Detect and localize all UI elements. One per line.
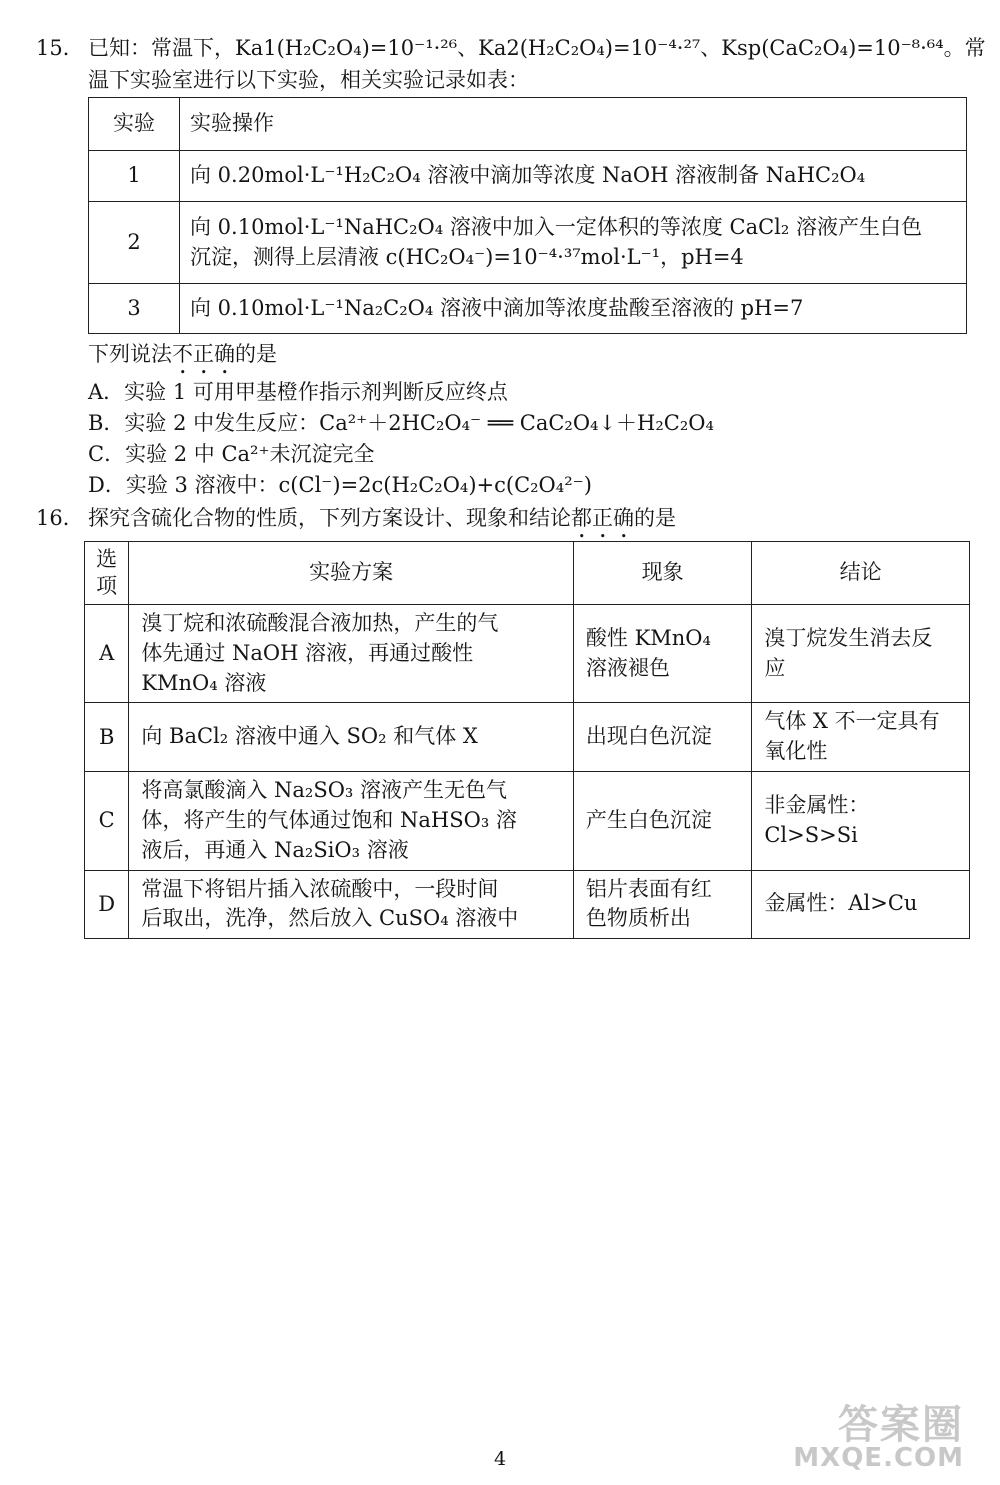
q15-row-id: 3 bbox=[89, 284, 180, 334]
q16-phen-line: 酸性 KMnO₄ bbox=[585, 625, 711, 650]
q15-prompt bbox=[88, 340, 277, 379]
q15-row-operation bbox=[180, 284, 967, 334]
q16-row-conclusion bbox=[752, 772, 970, 870]
q16-row-plan bbox=[129, 703, 574, 772]
q16-row-option: D bbox=[85, 870, 129, 939]
q15-row-operation-line: 沉淀，测得上层清液 c(HC₂O₄⁻)=10⁻⁴·³⁷mol·L⁻¹，pH=4 bbox=[190, 244, 744, 269]
q16-concl-line: 非金属性：Cl>S>Si bbox=[764, 792, 870, 847]
q15-header-experiment: 实验 bbox=[89, 98, 180, 151]
q16-header-phenomenon: 现象 bbox=[573, 542, 751, 605]
q16-header-option bbox=[85, 542, 129, 605]
q16-header-conclusion: 结论 bbox=[752, 542, 970, 605]
q16-row-phenomenon bbox=[573, 772, 751, 870]
q16-row-option: A bbox=[85, 605, 129, 703]
q16-phen-line: 铝片表面有红 bbox=[585, 876, 712, 901]
q15-row-operation bbox=[180, 202, 967, 284]
page-number: 4 bbox=[493, 1448, 507, 1470]
q16-concl-line: 气体 X 不一定具有 bbox=[764, 709, 940, 734]
q16-row-phenomenon bbox=[573, 703, 751, 772]
q15-number: 15． bbox=[36, 36, 84, 60]
q15-row-operation-line: 向 0.10mol·L⁻¹Na₂C₂O₄ 溶液中滴加等浓度盐酸至溶液的 pH=7 bbox=[190, 295, 804, 320]
q16-row-option: C bbox=[85, 772, 129, 870]
q15-line1 bbox=[36, 34, 986, 64]
q16-row-conclusion bbox=[752, 605, 970, 703]
watermark-en: MXQE.COM bbox=[793, 1443, 964, 1474]
q16-phen-line: 溶液褪色 bbox=[585, 655, 670, 680]
q15-table-header bbox=[89, 98, 967, 151]
q16-plan-line: KMnO₄ 溶液 bbox=[141, 670, 267, 695]
table-row bbox=[89, 151, 967, 202]
q16-row-phenomenon bbox=[573, 605, 751, 703]
q16-concl-line: 金属性：Al>Cu bbox=[764, 891, 918, 916]
q16-concl-line: 应 bbox=[764, 655, 786, 680]
q15-option-d: D．实验 3 溶液中：c(Cl⁻)=2c(H₂C₂O₄)+c(C₂O₄²⁻) bbox=[88, 473, 592, 497]
q15-prompt-post: 的是 bbox=[235, 342, 277, 366]
q15-option-b: B．实验 2 中发生反应：Ca²⁺＋2HC₂O₄⁻ ══ CaC₂O₄↓＋H₂C₂O₄ bbox=[88, 411, 714, 435]
q16-row-plan bbox=[129, 772, 574, 870]
q15-row-operation-line: 向 0.10mol·L⁻¹NaHC₂O₄ 溶液中加入一定体积的等浓度 CaCl₂ 溶液产生白色 bbox=[190, 214, 922, 239]
q16-concl-line: 溴丁烷发生消去反 bbox=[764, 625, 933, 650]
q16-phen-line: 产生白色沉淀 bbox=[585, 807, 712, 832]
q16-number: 16． bbox=[36, 506, 84, 530]
q16-row-plan bbox=[129, 605, 574, 703]
table-row bbox=[89, 202, 967, 284]
q15-line2: 温下实验室进行以下实验，相关实验记录如表： bbox=[88, 68, 529, 92]
q15-prompt-pre: 下列说法 bbox=[88, 342, 172, 366]
table-row bbox=[85, 772, 970, 870]
table-row bbox=[85, 605, 970, 703]
q16-plan-line: 将高氯酸滴入 Na₂SO₃ 溶液产生无色气 bbox=[141, 778, 508, 803]
q16-table bbox=[84, 541, 970, 939]
q16-phen-line: 色物质析出 bbox=[585, 906, 691, 931]
q16-plan-line: 后取出，洗净，然后放入 CuSO₄ 溶液中 bbox=[141, 906, 519, 931]
q16-plan-line: 体，将产生的气体通过饱和 NaHSO₃ 溶 bbox=[141, 807, 517, 832]
q16-row-phenomenon bbox=[573, 870, 751, 939]
q16-row-conclusion bbox=[752, 703, 970, 772]
q15-table bbox=[88, 97, 967, 334]
q16-plan-line: 液后，再通入 Na₂SiO₃ 溶液 bbox=[141, 837, 409, 862]
q16-text-pre: 探究含硫化合物的性质，下列方案设计、现象和结论 bbox=[88, 506, 571, 530]
q16-row-option: B bbox=[85, 703, 129, 772]
q16-text-post: 的是 bbox=[634, 506, 676, 530]
q15-option-c: C．实验 2 中 Ca²⁺未沉淀完全 bbox=[88, 442, 375, 466]
q15-option-a: A．实验 1 可用甲基橙作指示剂判断反应终点 bbox=[88, 380, 508, 404]
q16-concl-line: 氧化性 bbox=[764, 739, 828, 764]
q15-given: 已知：常温下，Ka1(H₂C₂O₄)=10⁻¹·²⁶、Ka2(H₂C₂O₄)=10⁻⁴·²⁷、Ksp(CaC₂O₄)=10⁻⁸·⁶⁴。常 bbox=[88, 36, 986, 60]
q16-header-option-line: 项 bbox=[96, 574, 118, 598]
q16-text-emphasis: 都正确 bbox=[571, 506, 634, 530]
q16-header-plan: 实验方案 bbox=[129, 542, 574, 605]
q16-plan-line: 向 BaCl₂ 溶液中通入 SO₂ 和气体 X bbox=[141, 724, 478, 749]
q16-plan-line: 溴丁烷和浓硫酸混合液加热，产生的气 bbox=[141, 611, 499, 635]
q16-table-header bbox=[85, 542, 970, 605]
table-row bbox=[85, 870, 970, 939]
q15-header-operation: 实验操作 bbox=[180, 98, 967, 151]
q16-row-conclusion bbox=[752, 870, 970, 939]
q16-row-plan bbox=[129, 870, 574, 939]
table-row bbox=[89, 284, 967, 334]
q15-row-operation bbox=[180, 151, 967, 202]
q16-plan-line: 常温下将铝片插入浓硫酸中，一段时间 bbox=[141, 876, 499, 901]
q16-header-option-line: 选 bbox=[96, 546, 118, 571]
q16-plan-line: 体先通过 NaOH 溶液，再通过酸性 bbox=[141, 640, 474, 665]
watermark-logo bbox=[793, 1397, 970, 1477]
q15-prompt-emphasis: 不正确 bbox=[172, 342, 235, 366]
q16-phen-line: 出现白色沉淀 bbox=[585, 724, 712, 749]
q15-row-id: 2 bbox=[89, 202, 180, 284]
q15-row-id: 1 bbox=[89, 151, 180, 202]
q16-line bbox=[36, 504, 971, 543]
q15-row-operation-line: 向 0.20mol·L⁻¹H₂C₂O₄ 溶液中滴加等浓度 NaOH 溶液制备 NaHC₂O₄ bbox=[190, 163, 866, 188]
watermark-cn: 答案圈 bbox=[838, 1402, 964, 1448]
table-row bbox=[85, 703, 970, 772]
